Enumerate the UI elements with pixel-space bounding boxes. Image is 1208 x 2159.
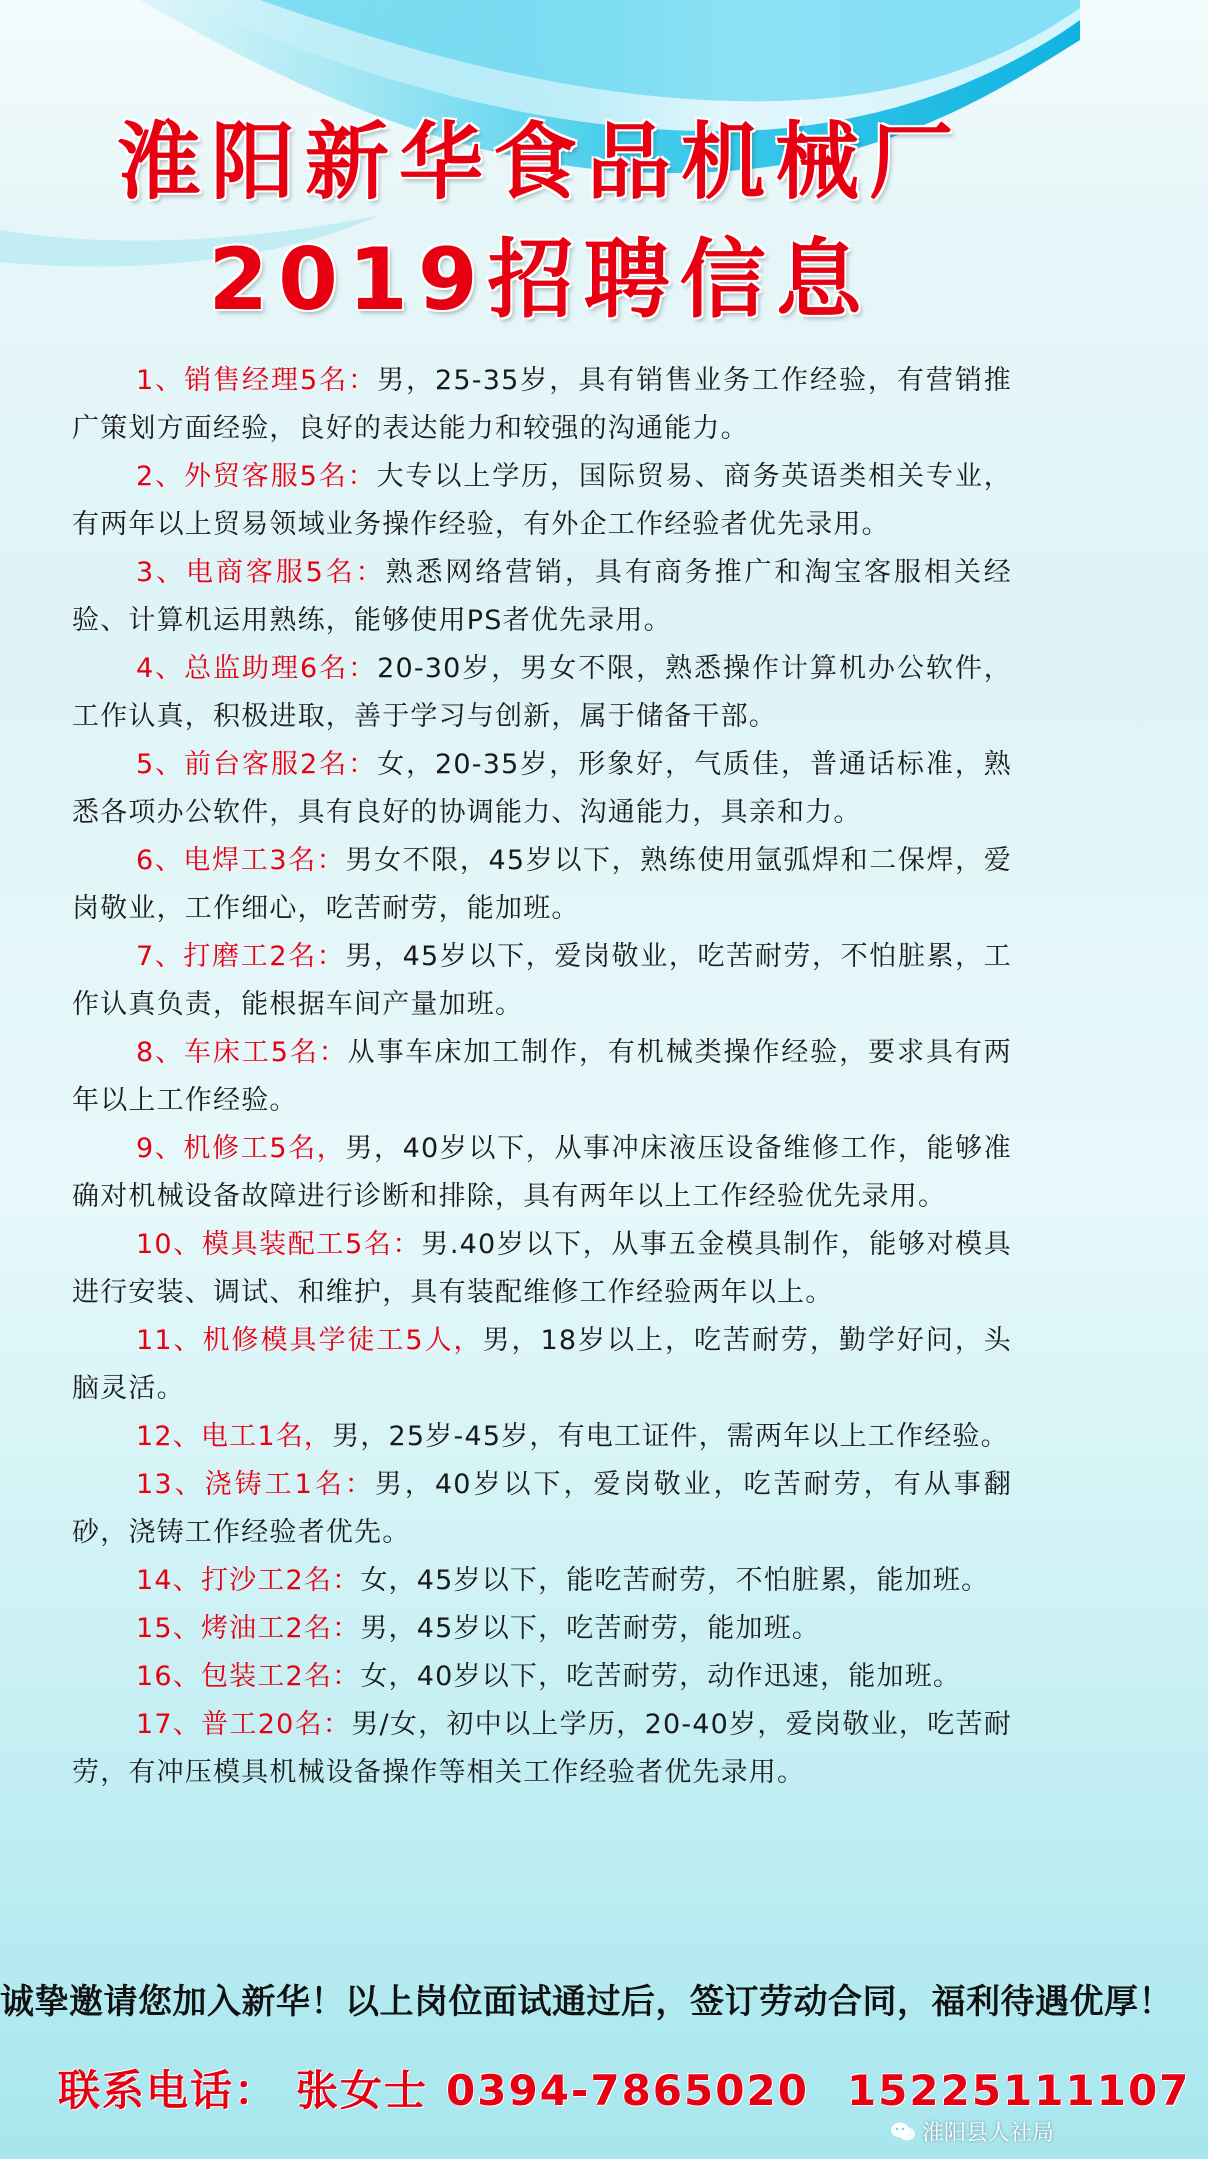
job-description: 从事车床加工制作，有机械类操作经验，要求具有两年以上工作经验。 [72, 1037, 1012, 1116]
recruitment-title: 2019招聘信息 [208, 230, 872, 330]
job-list [72, 357, 1012, 1797]
company-title: 淮阳新华食品机械厂 [116, 113, 963, 211]
list-item [72, 1221, 1012, 1317]
job-title: 3、电商客服5名： [136, 557, 386, 588]
contact-person: 张女士 [296, 2066, 429, 2115]
job-description: 大专以上学历，国际贸易、商务英语类相关专业，有两年以上贸易领域业务操作经验，有外企工作经验者优先录用。 [72, 461, 1012, 540]
job-description: 男女不限，45岁以下，熟练使用氩弧焊和二保焊，爱岗敬业，工作细心，吃苦耐劳，能加班。 [72, 845, 1012, 924]
job-title: 6、电焊工3名： [136, 845, 346, 876]
contact-label: 联系电话： [58, 2066, 279, 2115]
job-title: 1、销售经理5名： [136, 365, 378, 396]
job-title: 16、包装工2名： [136, 1661, 361, 1692]
contact-phone-landline: 0394-7865020 [446, 2066, 809, 2115]
job-title: 11、机修模具学徒工5人， [136, 1325, 483, 1356]
job-title: 10、模具装配工5名： [136, 1229, 422, 1260]
invitation-text: 诚挚邀请您加入新华！以上岗位面试通过后，签订劳动合同，福利待遇优厚！ [0, 1982, 1173, 2022]
job-title: 4、总监助理6名： [136, 653, 378, 684]
wechat-icon [890, 2121, 916, 2143]
list-item [72, 1461, 1012, 1557]
job-title: 2、外贸客服5名： [136, 461, 377, 492]
job-title: 5、前台客服2名： [136, 749, 378, 780]
job-title: 17、普工20名： [136, 1709, 352, 1740]
job-description: 男，25-35岁，具有销售业务工作经验，有营销推广策划方面经验，良好的表达能力和较强的沟通能力。 [72, 365, 1012, 444]
list-item [72, 1029, 1012, 1125]
list-item [72, 1557, 1012, 1605]
job-title: 7、打磨工2名： [136, 941, 346, 972]
job-title: 13、浇铸工1名： [136, 1469, 375, 1500]
job-title: 9、机修工5名， [136, 1133, 346, 1164]
list-item [72, 453, 1012, 549]
job-title: 12、电工1名， [136, 1421, 333, 1452]
list-item [72, 645, 1012, 741]
job-description: 男/女，初中以上学历，20-40岁，爱岗敬业，吃苦耐劳，有冲压模具机械设备操作等相关工作经验者优先录用。 [72, 1709, 1012, 1788]
list-item [72, 357, 1012, 453]
list-item [72, 1701, 1012, 1797]
job-description: 女，20-35岁，形象好，气质佳，普通话标准，熟悉各项办公软件，具有良好的协调能力、沟通能力，具亲和力。 [72, 749, 1012, 828]
list-item [72, 1413, 1012, 1461]
job-description: 男，40岁以下，从事冲床液压设备维修工作，能够准确对机械设备故障进行诊断和排除，具有两年以上工作经验优先录用。 [72, 1133, 1012, 1212]
job-title: 8、车床工5名： [136, 1037, 348, 1068]
watermark-text: 淮阳县人社局 [921, 2121, 1054, 2146]
list-item [72, 1125, 1012, 1221]
job-description: 熟悉网络营销，具有商务推广和淘宝客服相关经验、计算机运用熟练，能够使用PS者优先录用。 [72, 557, 1012, 636]
source-watermark [890, 2116, 1054, 2147]
job-description: 男，40岁以下，爱岗敬业，吃苦耐劳，有从事翻砂，浇铸工作经验者优先。 [72, 1469, 1012, 1548]
list-item [72, 1605, 1012, 1653]
list-item [72, 933, 1012, 1029]
job-title: 15、烤油工2名： [136, 1613, 361, 1644]
list-item [72, 1653, 1012, 1701]
job-description: 男，25岁-45岁，有电工证件，需两年以上工作经验。 [332, 1421, 1009, 1452]
job-description: 女，40岁以下，吃苦耐劳，动作迅速，能加班。 [360, 1661, 962, 1692]
job-description: 20-30岁，男女不限，熟悉操作计算机办公软件，工作认真，积极进取，善于学习与创新，属于储备干部。 [72, 653, 1012, 732]
job-description: 男，45岁以下，吃苦耐劳，能加班。 [360, 1613, 821, 1644]
contact-phone-mobile: 15225111107 [846, 2066, 1191, 2115]
list-item [72, 741, 1012, 837]
job-title: 14、打沙工2名： [136, 1565, 361, 1596]
job-description: 男，18岁以上，吃苦耐劳，勤学好问，头脑灵活。 [72, 1325, 1012, 1404]
list-item [72, 549, 1012, 645]
job-description: 男.40岁以下，从事五金模具制作，能够对模具进行安装、调试、和维护，具有装配维修工作经验两年以上。 [72, 1229, 1013, 1308]
list-item [72, 837, 1012, 933]
list-item [72, 1317, 1012, 1413]
contact-info [58, 2058, 1208, 2118]
job-description: 女，45岁以下，能吃苦耐劳，不怕脏累，能加班。 [360, 1565, 990, 1596]
job-description: 男，45岁以下，爱岗敬业，吃苦耐劳，不怕脏累，工作认真负责，能根据车间产量加班。 [72, 941, 1012, 1020]
